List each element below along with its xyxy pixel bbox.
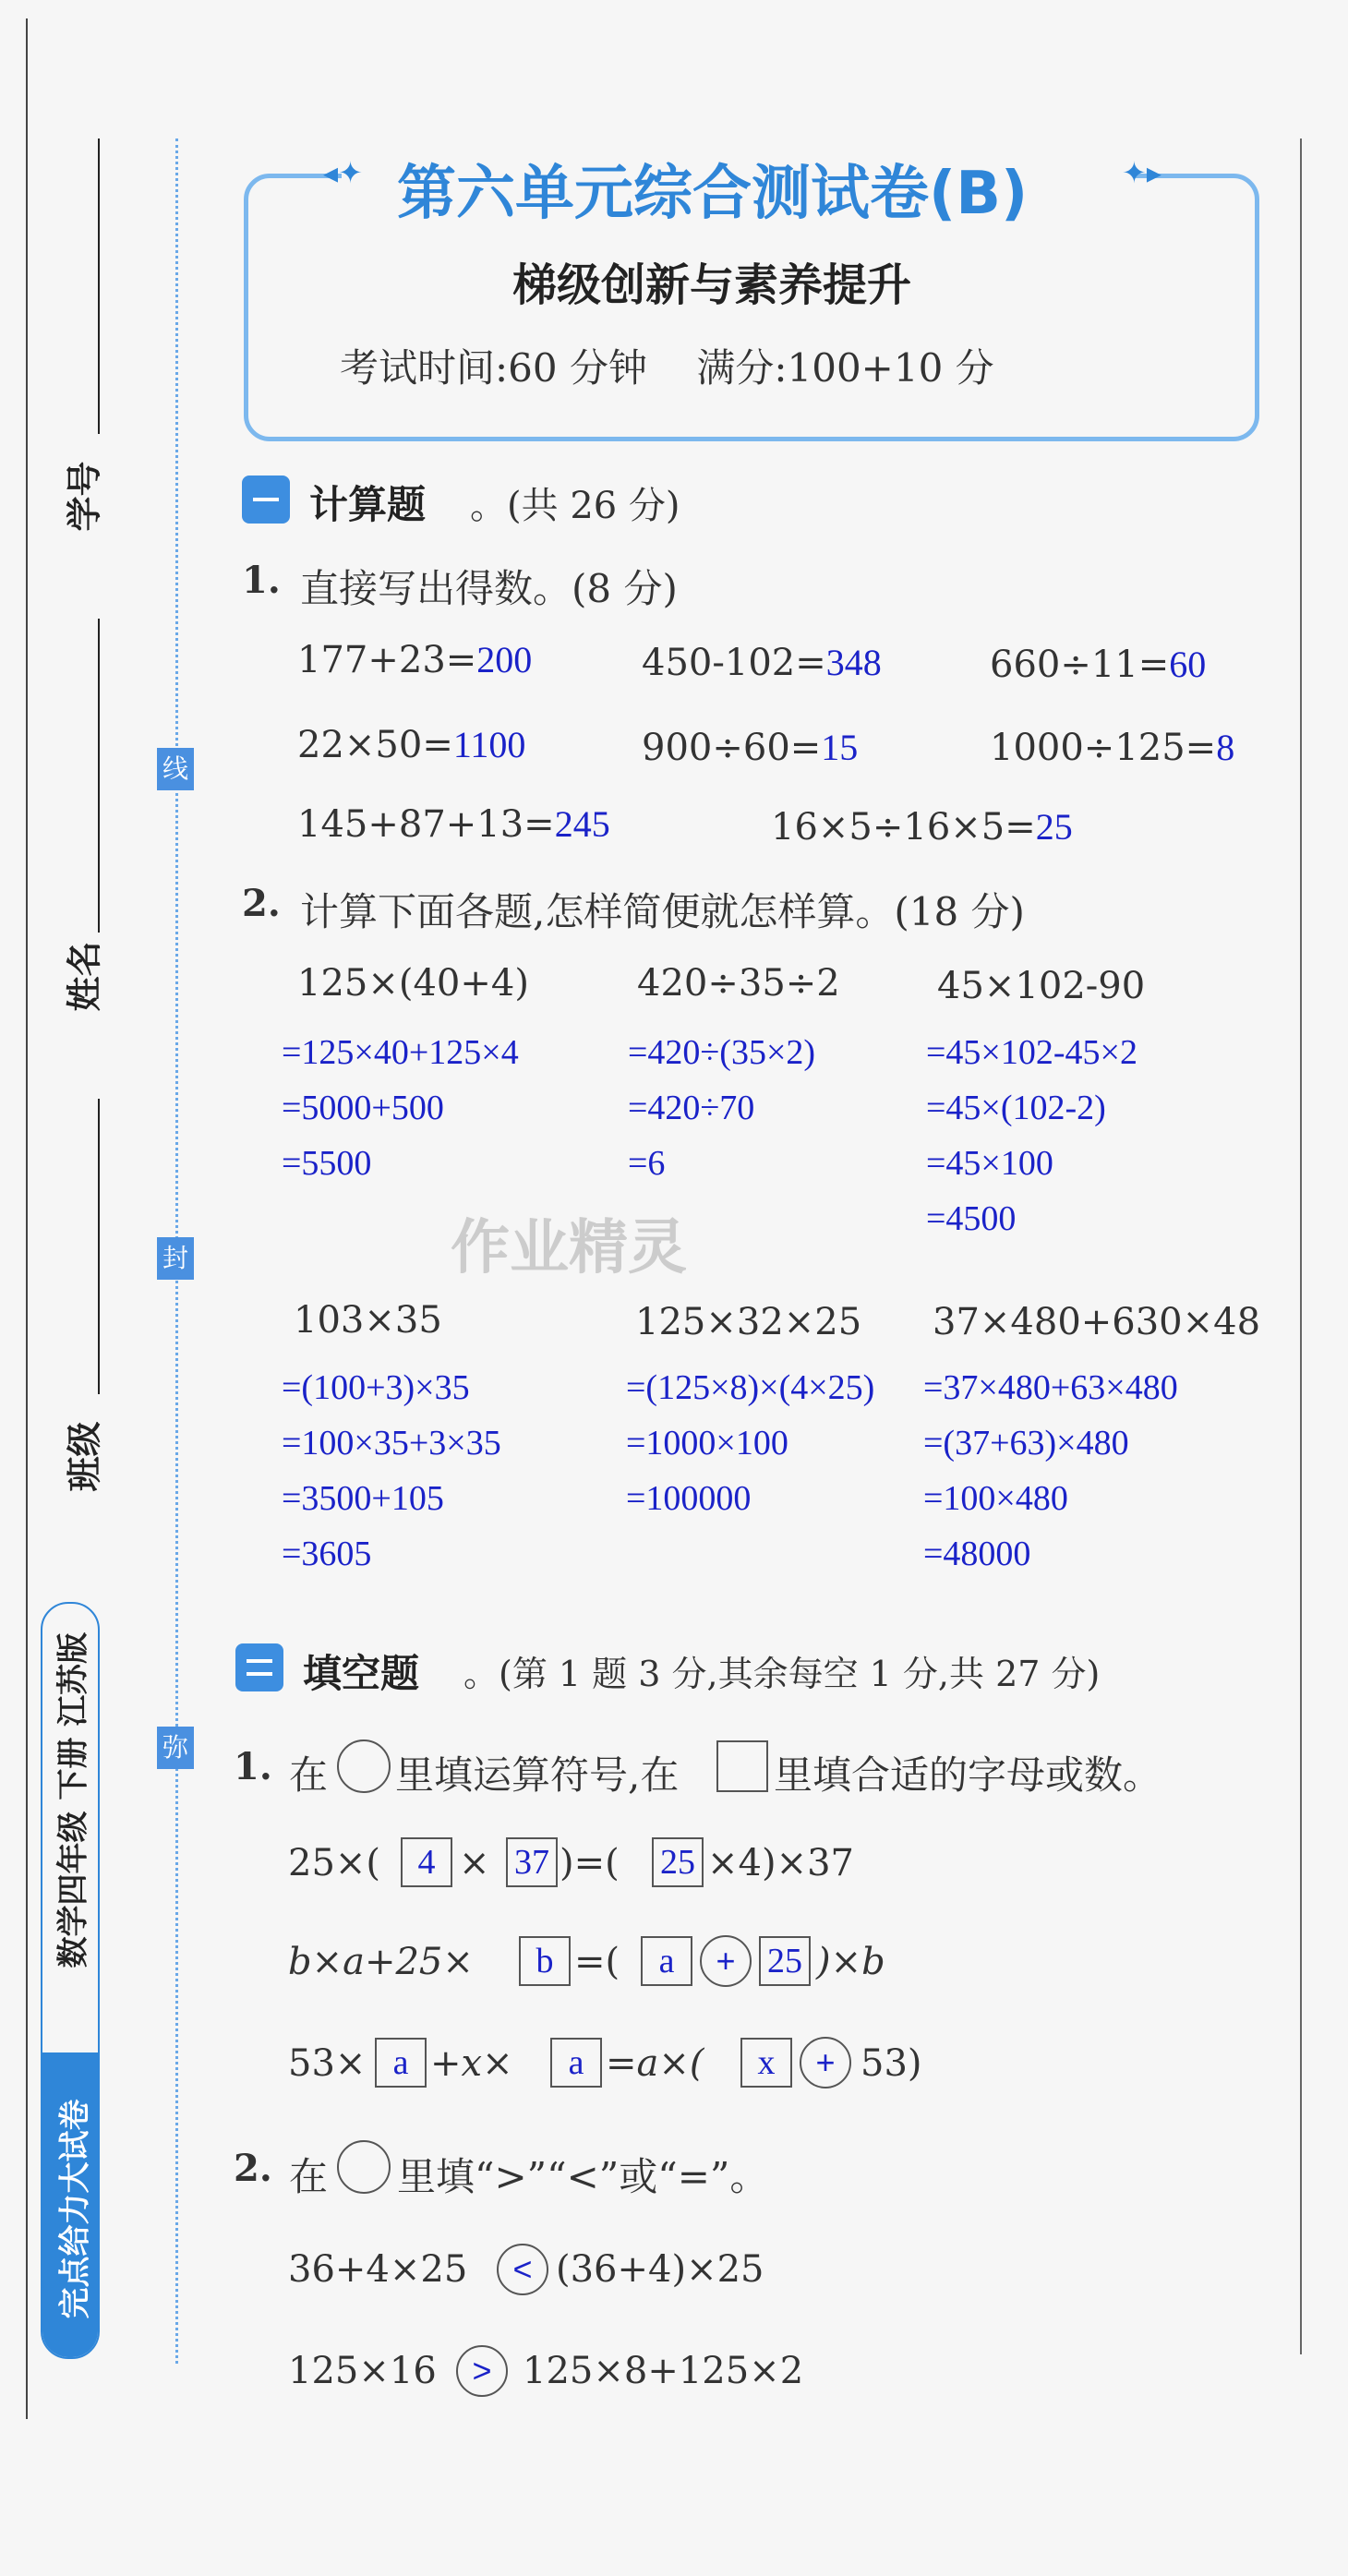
calc-item: 22×50=1100 xyxy=(297,724,526,766)
student-id-label: 学号 xyxy=(64,461,105,532)
line-mark: 线 xyxy=(157,748,194,790)
section-one-title: 计算题 xyxy=(309,482,427,527)
fill-circle: + xyxy=(700,1935,752,1987)
compare-circle: > xyxy=(456,2345,508,2397)
s2-q1-text-a: 在 xyxy=(289,1752,329,1798)
s2-q2-label: 2. xyxy=(234,2147,272,2190)
section-one-score: 。(共 26 分) xyxy=(470,485,680,527)
fill-box: a xyxy=(641,1936,692,1986)
fill-box: a xyxy=(375,2038,427,2088)
fill-line-3-end: 53) xyxy=(861,2042,922,2085)
solution-steps: =420÷(35×2) =420÷70 =6 xyxy=(628,1033,816,1183)
calc-item: 145+87+13=245 xyxy=(297,803,610,846)
solution-steps: =(125×8)×(4×25) =1000×100 =100000 xyxy=(626,1368,875,1518)
book-title: 完点给力大试卷 xyxy=(56,2099,94,2319)
compare-right: 125×8+125×2 xyxy=(523,2350,804,2392)
solution-steps: =37×480+63×480 =(37+63)×480 =100×480 =48000 xyxy=(923,1368,1178,1573)
problem-expression: 103×35 xyxy=(294,1299,442,1342)
book-subject: 数学四年级 下册 江苏版 xyxy=(54,1631,92,1968)
compare-left: 125×16 xyxy=(288,2350,437,2392)
student-id-line xyxy=(98,138,100,434)
fill-circle: + xyxy=(800,2037,851,2088)
s2-q1-label: 1. xyxy=(234,1745,272,1788)
left-border-line xyxy=(26,18,28,2419)
section-two-icon xyxy=(235,1643,283,1691)
right-border-line xyxy=(1300,138,1302,2354)
s2-q1-text-c: 里填合适的字母或数。 xyxy=(774,1752,1162,1798)
s2-q2-text-b: 里填“>”“<”或“=”。 xyxy=(397,2154,769,2199)
fill-line-1-mid: )=( xyxy=(560,1842,620,1884)
fill-line-1-end: ×4)×37 xyxy=(707,1842,854,1884)
exam-info: 考试时间:60 分钟 满分:100+10 分 xyxy=(340,345,994,391)
problem-expression: 37×480+630×48 xyxy=(933,1301,1261,1343)
title-left-ornament: ◂✦ xyxy=(323,155,363,190)
operator-circle-sample xyxy=(337,1739,391,1793)
problem-expression: 420÷35÷2 xyxy=(637,962,840,1005)
problem-expression: 45×102-90 xyxy=(937,965,1146,1007)
fill-box: b xyxy=(519,1936,571,1986)
book-banner xyxy=(41,1602,100,2359)
seal-mark: 封 xyxy=(157,1237,194,1280)
solution-steps: =125×40+125×4 =5000+500 =5500 xyxy=(282,1033,519,1183)
fill-box: 25 xyxy=(759,1936,811,1986)
calc-item: 900÷60=15 xyxy=(642,727,859,769)
fill-line-3-mid2: =a×( xyxy=(606,2042,704,2085)
compare-circle: < xyxy=(497,2244,548,2295)
calc-item: 450-102=348 xyxy=(642,642,882,684)
fill-box: 25 xyxy=(652,1837,704,1887)
name-label: 姓名 xyxy=(64,941,105,1012)
solution-steps: =45×102-45×2 =45×(102-2) =45×100 =4500 xyxy=(926,1033,1137,1238)
calc-item: 660÷11=60 xyxy=(990,644,1207,686)
fill-box: a xyxy=(550,2038,602,2088)
section-one-icon xyxy=(242,475,290,524)
title-right-ornament: ✦▸ xyxy=(1122,155,1161,190)
s2-q2-text-a: 在 xyxy=(289,2154,329,2199)
fill-box: 4 xyxy=(401,1837,452,1887)
watermark: 作业精灵 xyxy=(451,1214,687,1282)
q1-label: 1. xyxy=(242,559,281,602)
fill-box: x xyxy=(740,2038,792,2088)
fill-line-2-mid: =( xyxy=(574,1941,620,1983)
fill-line-2-end: )×b xyxy=(816,1941,885,1983)
blank-box-sample xyxy=(716,1740,768,1792)
problem-expression: 125×(40+4) xyxy=(297,962,529,1005)
s2-q1-text-b: 里填运算符号,在 xyxy=(395,1752,680,1798)
close-mark: 弥 xyxy=(157,1727,194,1769)
q2-text: 计算下面各题,怎样简便就怎样算。(18 分) xyxy=(300,889,1025,934)
fill-line-3-start: 53× xyxy=(288,2042,367,2085)
page-title: 第六单元综合测试卷(B) xyxy=(397,160,1029,228)
compare-left: 36+4×25 xyxy=(288,2248,468,2291)
fill-box: 37 xyxy=(506,1837,558,1887)
name-line xyxy=(98,619,100,933)
fill-line-1-start: 25×( xyxy=(288,1842,381,1884)
page-subtitle: 梯级创新与素养提升 xyxy=(512,259,912,311)
q2-label: 2. xyxy=(242,882,281,925)
calc-item: 16×5÷16×5=25 xyxy=(771,806,1073,849)
class-line xyxy=(98,1099,100,1394)
compare-circle-sample xyxy=(337,2140,391,2194)
section-two-score: 。(第 1 题 3 分,其余每空 1 分,共 27 分) xyxy=(463,1654,1101,1694)
section-two-title: 填空题 xyxy=(303,1651,420,1696)
fill-line-3-mid: +x× xyxy=(430,2042,513,2085)
calc-item: 1000÷125=8 xyxy=(990,727,1235,769)
calc-item: 177+23=200 xyxy=(297,639,533,681)
compare-right: (36+4)×25 xyxy=(556,2248,764,2291)
fill-line-2-start: b×a+25× xyxy=(288,1941,474,1983)
solution-steps: =(100+3)×35 =100×35+3×35 =3500+105 =3605 xyxy=(282,1368,501,1573)
class-label: 班级 xyxy=(64,1421,105,1492)
fill-operator: × xyxy=(459,1842,490,1884)
problem-expression: 125×32×25 xyxy=(635,1301,862,1343)
q1-text: 直接写出得数。(8 分) xyxy=(300,566,678,611)
